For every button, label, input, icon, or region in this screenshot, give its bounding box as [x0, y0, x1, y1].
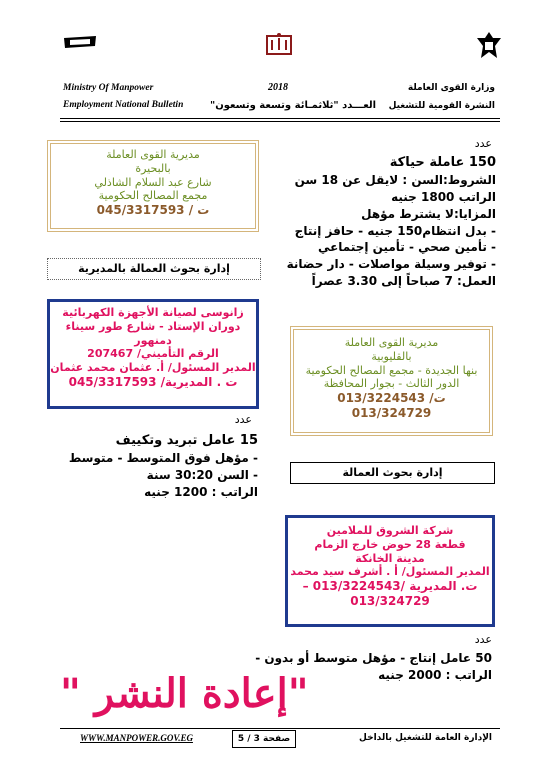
ad-line: - توفير وسيلة مواصلات - دار حضانة — [286, 257, 496, 272]
beheira-directorate-box — [47, 140, 259, 232]
company-line: شركة الشروق للملامين — [326, 524, 454, 537]
company-line: المدير المسئول/ أ. عثمان محمد عثمان — [50, 361, 256, 374]
left-ad-label — [235, 412, 252, 427]
ad-line: الراتب : 2000 جنيه — [378, 667, 492, 682]
bulletin-en: Employment National Bulletin — [63, 100, 184, 110]
ministry-ar: وزارة القوى العاملة — [407, 83, 495, 93]
shorouk-company-box — [285, 515, 495, 627]
ad-line: المزايا:لا يشترط مؤهل — [361, 206, 496, 221]
bulletin-ar: النشرة القومية للتشغيل — [388, 101, 495, 111]
left-job-ad — [69, 432, 258, 501]
section-label: إدارة بحوث العمالة بالمديرية — [78, 262, 230, 275]
box-line: شارع عبد السلام الشاذلي — [94, 175, 212, 189]
right-ad-label — [475, 136, 492, 151]
page-number — [232, 730, 296, 748]
ad-line: الشروط:السن : لايقل عن 18 سن — [294, 173, 496, 188]
bulletin-logo — [62, 34, 98, 50]
ad-line: - تأمين صحي - تأمين إجتماعي — [317, 240, 496, 255]
company-line: زانوسى لصيانة الأجهزة الكهربائية — [62, 306, 244, 319]
egypt-eagle-emblem — [475, 30, 503, 60]
right-ad2-label — [475, 632, 492, 647]
center-logo — [264, 30, 294, 58]
company-line: ت . المديرية/ 045/3317593 — [68, 374, 238, 389]
year: 2018 — [268, 82, 288, 93]
ad-line: 15 عامل تبريد وتكييف — [115, 433, 258, 448]
company-line: مدينة الخانكة — [355, 551, 425, 565]
company-line: 013/324729 — [350, 594, 430, 608]
right-job-ad — [287, 154, 496, 290]
zanussi-company-box — [47, 299, 259, 409]
section-header-beheira — [47, 258, 261, 280]
republish-stamp: "إعادة النشر " — [60, 670, 309, 717]
footer-rule — [60, 728, 500, 729]
section-label: إدارة بحوث العمالة — [342, 466, 443, 479]
company-line: ت. المديرية /013/3224543 – — [302, 579, 478, 593]
box-line: بالبحيرة — [135, 161, 171, 175]
box-line: بالقليوبية — [371, 349, 412, 363]
box-line: مديرية القوى العاملة — [106, 148, 200, 161]
issue-number: العـــدد "ثلاثمـائة وتسعة وتسعون" — [210, 100, 377, 111]
ad-label: عدد — [474, 137, 492, 150]
ad-line: 50 عامل إنتاج - مؤهل متوسط أو بدون - — [255, 651, 492, 665]
ad-line: الراتب : 1200 جنيه — [144, 484, 258, 499]
ad-line: الراتب 1800 جنيه — [391, 189, 496, 204]
ad-line: 150 عاملة حياكة — [389, 155, 496, 170]
box-phone: ت/ 013/3224543 — [337, 391, 446, 405]
header-rule-2 — [60, 121, 500, 122]
box-line: مديرية القوى العاملة — [344, 336, 439, 349]
ad-line: العمل: 7 صباحاً إلى 3.30 عصراً — [311, 273, 496, 288]
box-line: بنها الجديدة - مجمع المصالح الحكومية — [305, 363, 478, 377]
ad-line: - بدل انتظام150 جنيه - حافز إنتاج — [294, 223, 496, 238]
header-rule — [60, 118, 500, 119]
section-header-qalyubia — [290, 462, 495, 484]
box-phone: ت / 045/3317593 — [96, 203, 210, 217]
qalyubia-directorate-box — [290, 326, 493, 436]
company-line: دوران الإستاد - شارع طور سيناء — [65, 319, 241, 333]
company-line: المدير المسئول/ أ . أشرف سيد محمد — [290, 565, 490, 579]
ad-line: - مؤهل فوق المتوسط - متوسط — [68, 451, 258, 466]
company-line: الرقم التأميني/ 207467 — [87, 347, 219, 361]
ad-label: عدد — [474, 633, 492, 646]
box-line: مجمع المصالح الحكومية — [98, 189, 208, 203]
department-name: الإدارة العامة للتشغيل بالداخل — [359, 733, 492, 743]
ministry-en: Ministry Of Manpower — [63, 83, 154, 93]
page-label: صفحة 3 / 5 — [237, 734, 291, 744]
company-line: دمنهور — [134, 333, 172, 347]
box-line: الدور الثالث - بجوار المحافظة — [323, 377, 460, 391]
ad-label: عدد — [234, 413, 252, 426]
website-link[interactable]: WWW.MANPOWER.GOV.EG — [80, 733, 193, 743]
box-phone: 013/324729 — [351, 406, 432, 420]
company-line: قطعة 28 حوض خارج الزمام — [314, 537, 466, 551]
ad-line: - السن 30:20 سنة — [146, 467, 258, 482]
